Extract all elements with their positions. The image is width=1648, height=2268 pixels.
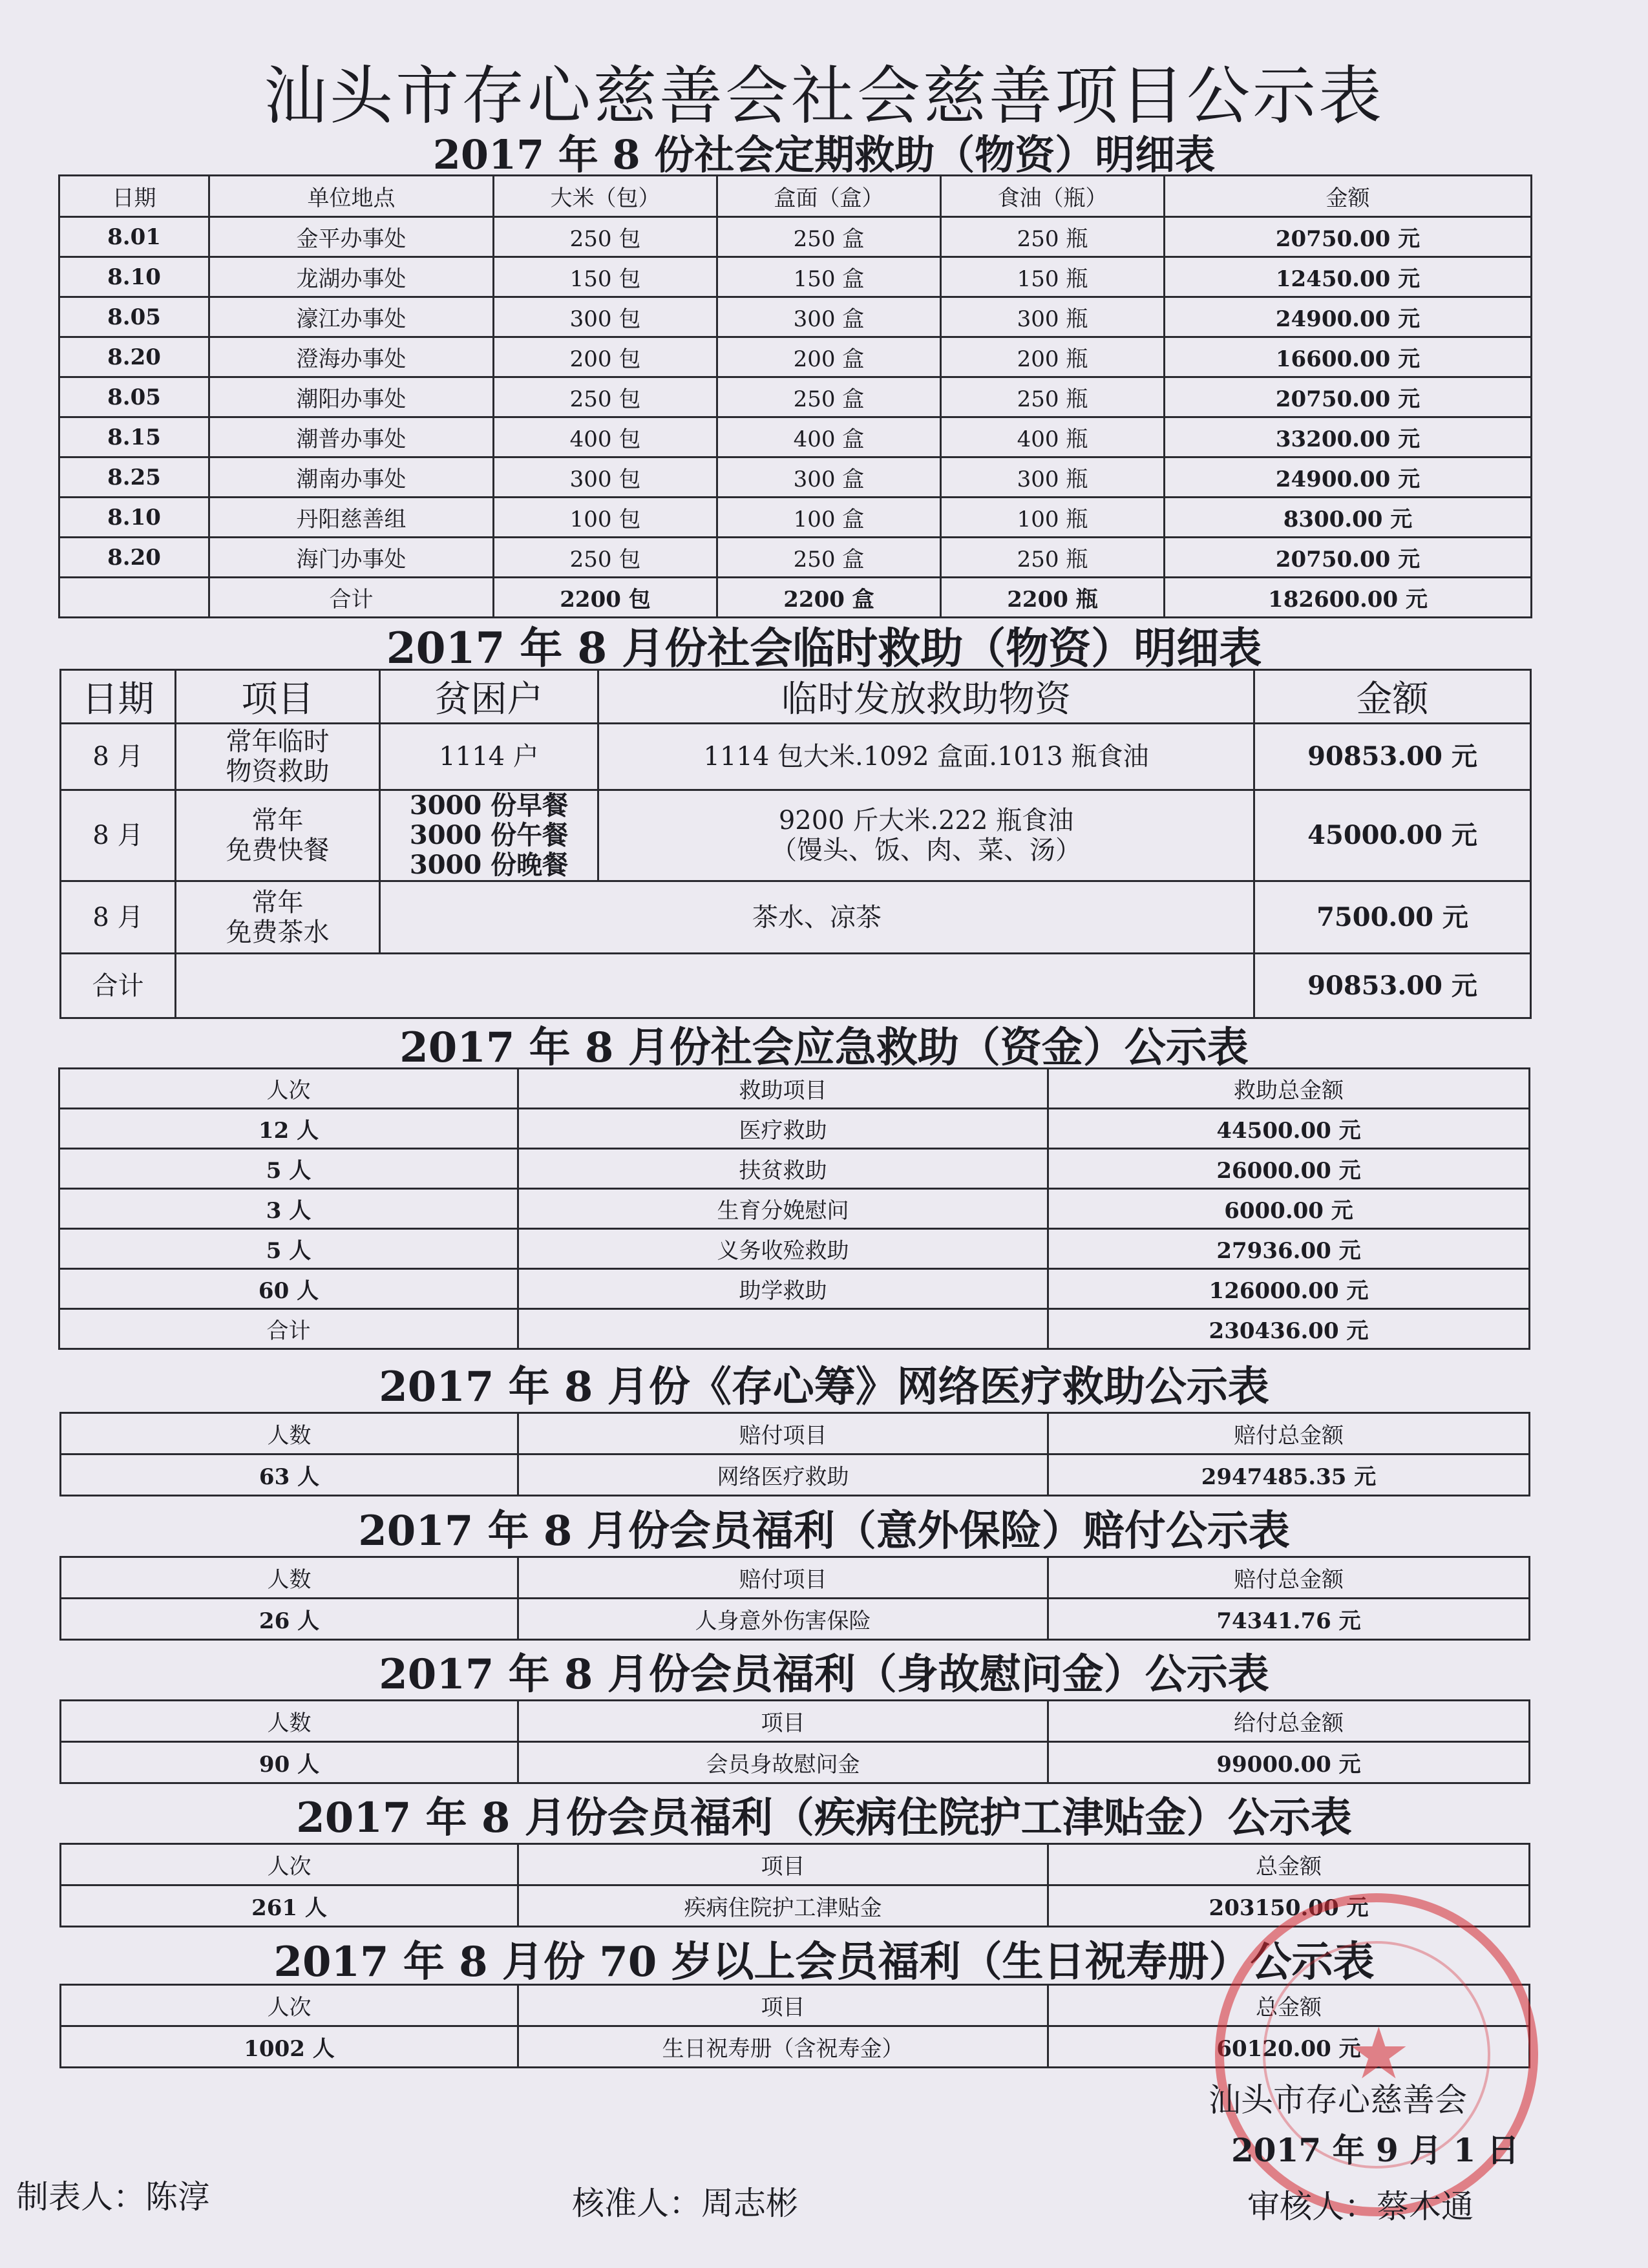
approver-signature: 核准人：周志彬 xyxy=(572,2185,798,2222)
col-header-rice: 大米（包） xyxy=(494,176,717,217)
oil-cell: 300 瓶 xyxy=(941,297,1165,337)
date-cell: 8 月 xyxy=(61,790,176,881)
amount-cell: 99000.00 元 xyxy=(1048,1742,1530,1783)
seal-star-icon: ★ xyxy=(1347,2012,1411,2095)
col-header-amount: 救助总金额 xyxy=(1048,1069,1530,1109)
oil-cell: 150 瓶 xyxy=(941,257,1165,297)
total-amount: 90853.00 元 xyxy=(1254,954,1531,1018)
location-cell: 潮普办事处 xyxy=(209,417,494,457)
amount-cell: 45000.00 元 xyxy=(1254,790,1531,881)
noodles-cell: 250 盒 xyxy=(717,217,941,257)
project-cell: 生日祝寿册（含祝寿金） xyxy=(518,2026,1048,2068)
col-header-oil: 食油（瓶） xyxy=(941,176,1165,217)
table2-title: 2017 年 8 月份社会临时救助（物资）明细表 xyxy=(386,623,1262,673)
oil-cell: 250 瓶 xyxy=(941,217,1165,257)
people-cell: 90 人 xyxy=(61,1742,518,1783)
date-cell: 8.20 xyxy=(59,337,209,377)
amount-cell: 74341.76 元 xyxy=(1048,1599,1530,1640)
reviewer-signature: 审核人：蔡木通 xyxy=(1247,2188,1474,2225)
oil-cell: 400 瓶 xyxy=(941,417,1165,457)
noodles-cell: 150 盒 xyxy=(717,257,941,297)
goods-cell: 茶水、凉茶 xyxy=(380,881,1254,954)
amount-cell: 26000.00 元 xyxy=(1048,1149,1530,1189)
col-header-amount: 总金额 xyxy=(1048,1985,1530,2026)
rice-cell: 250 包 xyxy=(494,217,717,257)
total-row xyxy=(59,1309,1530,1349)
location-cell: 潮南办事处 xyxy=(209,457,494,498)
people-cell: 261 人 xyxy=(61,1885,518,1927)
col-header-project: 救助项目 xyxy=(518,1069,1048,1109)
table-row xyxy=(59,1189,1530,1229)
col-header-project: 项目 xyxy=(518,1701,1048,1742)
date-cell: 8.25 xyxy=(59,457,209,498)
noodles-cell: 200 盒 xyxy=(717,337,941,377)
table-row xyxy=(59,1149,1530,1189)
amount-cell: 20750.00 元 xyxy=(1165,217,1532,257)
date-cell: 8.10 xyxy=(59,257,209,297)
rice-cell: 250 包 xyxy=(494,377,717,417)
oil-cell: 2200 瓶 xyxy=(941,578,1165,618)
households-cell: 1114 户 xyxy=(380,724,598,790)
col-header-amount: 给付总金额 xyxy=(1048,1701,1530,1742)
item-cell: 常年 免费茶水 xyxy=(176,881,380,954)
location-cell: 海门办事处 xyxy=(209,538,494,578)
amount-cell: 203150.00 元 xyxy=(1048,1885,1530,1927)
table6-title: 2017 年 8 月份会员福利（身故慰问金）公示表 xyxy=(379,1650,1269,1699)
amount-cell: 20750.00 元 xyxy=(1165,377,1532,417)
project-cell: 生育分娩慰问 xyxy=(518,1189,1048,1229)
table-row xyxy=(61,724,1531,790)
col-header-project: 项目 xyxy=(518,1985,1048,2026)
noodles-cell: 400 盒 xyxy=(717,417,941,457)
table-row xyxy=(61,1599,1530,1640)
people-cell: 63 人 xyxy=(61,1454,518,1496)
project-cell: 医疗救助 xyxy=(518,1109,1048,1149)
amount-cell: 8300.00 元 xyxy=(1165,498,1532,538)
table-row xyxy=(59,417,1532,457)
date-cell: 8.20 xyxy=(59,538,209,578)
noodles-cell: 300 盒 xyxy=(717,297,941,337)
table-row xyxy=(61,1742,1530,1783)
amount-cell: 24900.00 元 xyxy=(1165,297,1532,337)
amount-cell: 24900.00 元 xyxy=(1165,457,1532,498)
noodles-cell: 250 盒 xyxy=(717,538,941,578)
emergency-aid-table xyxy=(58,1067,1530,1350)
location-cell: 潮阳办事处 xyxy=(209,377,494,417)
oil-cell: 250 瓶 xyxy=(941,538,1165,578)
project-cell: 人身意外伤害保险 xyxy=(518,1599,1048,1640)
table8-title: 2017 年 8 月份 70 岁以上会员福利（生日祝寿册）公示表 xyxy=(273,1938,1375,1986)
col-header-people: 人次 xyxy=(59,1069,518,1109)
amount-cell: 27936.00 元 xyxy=(1048,1229,1530,1269)
oil-cell: 250 瓶 xyxy=(941,377,1165,417)
table-row xyxy=(61,881,1531,954)
people-cell: 12 人 xyxy=(59,1109,518,1149)
location-cell: 金平办事处 xyxy=(209,217,494,257)
table1-title: 2017 年 8 份社会定期救助（物资）明细表 xyxy=(432,131,1216,178)
rice-cell: 200 包 xyxy=(494,337,717,377)
goods-cell: 9200 斤大米.222 瓶食油 （馒头、饭、肉、菜、汤） xyxy=(598,790,1254,881)
col-header-people: 人数 xyxy=(61,1413,518,1454)
col-header-noodles: 盒面（盒） xyxy=(717,176,941,217)
table-row xyxy=(59,297,1532,337)
people-cell: 1002 人 xyxy=(61,2026,518,2068)
amount-cell: 2947485.35 元 xyxy=(1048,1454,1530,1496)
col-header-location: 单位地点 xyxy=(209,176,494,217)
date-cell xyxy=(59,578,209,618)
people-cell: 5 人 xyxy=(59,1149,518,1189)
table-row xyxy=(59,1269,1530,1309)
date-cell: 8.05 xyxy=(59,297,209,337)
noodles-cell: 300 盒 xyxy=(717,457,941,498)
project-cell: 扶贫救助 xyxy=(518,1149,1048,1189)
people-cell: 26 人 xyxy=(61,1599,518,1640)
organization-name: 汕头市存心慈善会 xyxy=(1209,2081,1467,2119)
table-row xyxy=(59,337,1532,377)
table-row xyxy=(61,790,1531,881)
table-row xyxy=(61,1454,1530,1496)
project-cell: 会员身故慰问金 xyxy=(518,1742,1048,1783)
death-condolence-table xyxy=(59,1699,1530,1784)
col-header-amount: 金额 xyxy=(1165,176,1532,217)
total-label: 合计 xyxy=(209,578,494,618)
location-cell: 丹阳慈善组 xyxy=(209,498,494,538)
col-header-amount: 赔付总金额 xyxy=(1048,1557,1530,1599)
col-header-item: 项目 xyxy=(176,670,380,724)
date-cell: 8.01 xyxy=(59,217,209,257)
project-cell: 义务收殓救助 xyxy=(518,1229,1048,1269)
online-medical-table xyxy=(59,1412,1530,1496)
table7-title: 2017 年 8 月份会员福利（疾病住院护工津贴金）公示表 xyxy=(296,1794,1352,1842)
col-header-people: 人次 xyxy=(61,1985,518,2026)
col-header-date: 日期 xyxy=(61,670,176,724)
amount-cell: 16600.00 元 xyxy=(1165,337,1532,377)
table-row xyxy=(59,498,1532,538)
table-row xyxy=(59,377,1532,417)
date-cell: 8.10 xyxy=(59,498,209,538)
people-cell: 5 人 xyxy=(59,1229,518,1269)
location-cell: 澄海办事处 xyxy=(209,337,494,377)
rice-cell: 2200 包 xyxy=(494,578,717,618)
project-cell xyxy=(518,1309,1048,1349)
temporary-aid-table xyxy=(59,669,1532,1019)
col-header-amount: 赔付总金额 xyxy=(1048,1413,1530,1454)
col-header-date: 日期 xyxy=(59,176,209,217)
rice-cell: 400 包 xyxy=(494,417,717,457)
amount-cell: 182600.00 元 xyxy=(1165,578,1532,618)
maker-signature: 制表人：陈淳 xyxy=(16,2178,210,2216)
table5-title: 2017 年 8 月份会员福利（意外保险）赔付公示表 xyxy=(358,1507,1290,1555)
date-cell: 8 月 xyxy=(61,881,176,954)
people-cell: 60 人 xyxy=(59,1269,518,1309)
table-row xyxy=(59,1109,1530,1149)
rice-cell: 250 包 xyxy=(494,538,717,578)
amount-cell: 90853.00 元 xyxy=(1254,724,1531,790)
oil-cell: 200 瓶 xyxy=(941,337,1165,377)
amount-cell: 126000.00 元 xyxy=(1048,1269,1530,1309)
project-cell: 网络医疗救助 xyxy=(518,1454,1048,1496)
project-cell: 助学救助 xyxy=(518,1269,1048,1309)
total-label: 合计 xyxy=(59,1309,518,1349)
col-header-amount: 总金额 xyxy=(1048,1844,1530,1885)
rice-cell: 300 包 xyxy=(494,297,717,337)
item-cell: 常年临时 物资救助 xyxy=(176,724,380,790)
date-cell: 8.15 xyxy=(59,417,209,457)
project-cell: 疾病住院护工津贴金 xyxy=(518,1885,1048,1927)
table-row xyxy=(59,217,1532,257)
table-row xyxy=(59,1229,1530,1269)
col-header-amount: 金额 xyxy=(1254,670,1531,724)
col-header-people: 人数 xyxy=(61,1701,518,1742)
table4-title: 2017 年 8 月份《存心筹》网络医疗救助公示表 xyxy=(379,1363,1269,1411)
noodles-cell: 250 盒 xyxy=(717,377,941,417)
col-header-project: 项目 xyxy=(518,1844,1048,1885)
goods-cell: 1114 包大米.1092 盒面.1013 瓶食油 xyxy=(598,724,1254,790)
oil-cell: 100 瓶 xyxy=(941,498,1165,538)
col-header-people: 人次 xyxy=(61,1844,518,1885)
col-header-people: 人数 xyxy=(61,1557,518,1599)
total-row xyxy=(61,954,1531,1018)
table-row xyxy=(59,457,1532,498)
regular-aid-table xyxy=(58,174,1532,618)
table-row xyxy=(59,257,1532,297)
amount-cell: 60120.00 元 xyxy=(1048,2026,1530,2068)
rice-cell: 150 包 xyxy=(494,257,717,297)
amount-cell: 6000.00 元 xyxy=(1048,1189,1530,1229)
accident-insurance-table xyxy=(59,1556,1530,1641)
amount-cell: 12450.00 元 xyxy=(1165,257,1532,297)
total-row xyxy=(59,578,1532,618)
amount-cell: 33200.00 元 xyxy=(1165,417,1532,457)
location-cell: 龙湖办事处 xyxy=(209,257,494,297)
page-title: 汕头市存心慈善会社会慈善项目公示表 xyxy=(263,59,1384,133)
col-header-project: 赔付项目 xyxy=(518,1413,1048,1454)
noodles-cell: 2200 盒 xyxy=(717,578,941,618)
location-cell: 濠江办事处 xyxy=(209,297,494,337)
rice-cell: 300 包 xyxy=(494,457,717,498)
col-header-households: 贫困户 xyxy=(380,670,598,724)
total-label: 合计 xyxy=(61,954,176,1018)
table-row xyxy=(59,538,1532,578)
amount-cell: 20750.00 元 xyxy=(1165,538,1532,578)
date-cell: 8 月 xyxy=(61,724,176,790)
amount-cell: 230436.00 元 xyxy=(1048,1309,1530,1349)
issue-date: 2017 年 9 月 1 日 xyxy=(1231,2131,1519,2169)
table3-title: 2017 年 8 月份社会应急救助（资金）公示表 xyxy=(399,1024,1249,1072)
rice-cell: 100 包 xyxy=(494,498,717,538)
col-header-goods: 临时发放救助物资 xyxy=(598,670,1254,724)
item-cell: 常年 免费快餐 xyxy=(176,790,380,881)
date-cell: 8.05 xyxy=(59,377,209,417)
noodles-cell: 100 盒 xyxy=(717,498,941,538)
oil-cell: 300 瓶 xyxy=(941,457,1165,498)
col-header-project: 赔付项目 xyxy=(518,1557,1048,1599)
meals-cell: 3000 份早餐 3000 份午餐 3000 份晚餐 xyxy=(380,790,598,881)
amount-cell: 44500.00 元 xyxy=(1048,1109,1530,1149)
people-cell: 3 人 xyxy=(59,1189,518,1229)
amount-cell: 7500.00 元 xyxy=(1254,881,1531,954)
